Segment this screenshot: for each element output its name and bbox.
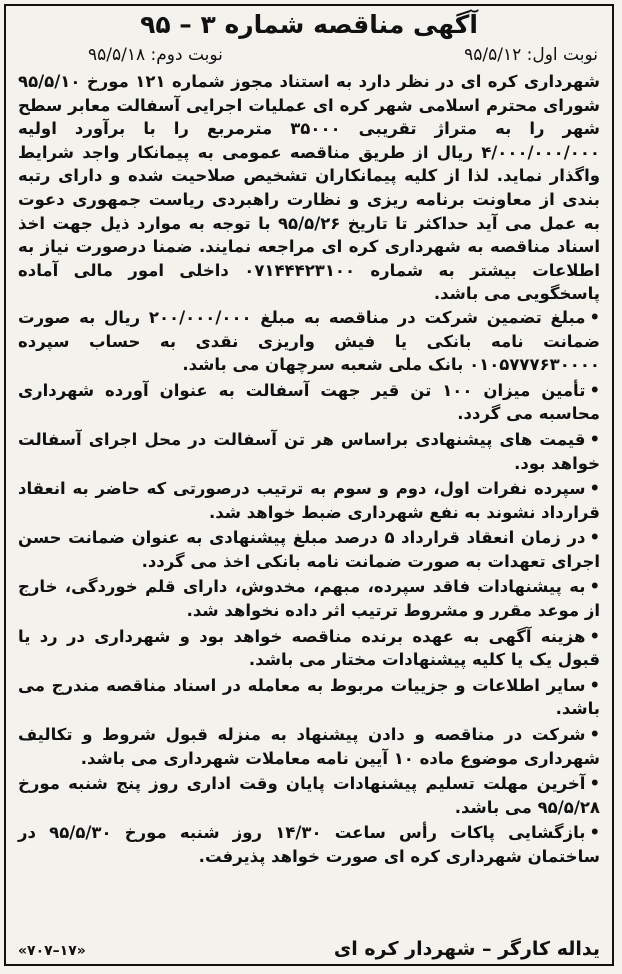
notice-footer	[18, 938, 600, 960]
tender-notice	[4, 4, 614, 966]
bullet-icon: •	[589, 380, 600, 400]
condition-item	[18, 379, 600, 426]
condition-text: در زمان انعقاد قرارداد ۵ درصد مبلغ پیشنهادی به عنوان ضمانت حسن اجرای تعهدات به صورت ضمانت نامه بانکی اخذ می گردد.	[18, 528, 600, 571]
bullet-icon: •	[589, 725, 600, 745]
condition-item	[18, 723, 600, 770]
bullet-icon: •	[589, 479, 600, 499]
bullet-icon: •	[589, 774, 600, 794]
notice-title: آگهی مناقصه شماره ۳ – ۹۵	[140, 10, 478, 39]
condition-item	[18, 575, 600, 622]
bullet-icon: •	[589, 528, 600, 548]
condition-text: به پیشنهادات فاقد سپرده، مبهم، مخدوش، دارای قلم خوردگی، خارج از موعد مقرر و مشروط ترتیب اثر داده نخواهد شد.	[18, 577, 600, 621]
condition-text: سایر اطلاعات و جزییات مربوط به معامله در اسناد مناقصه مندرج می باشد.	[18, 675, 600, 719]
bullet-icon: •	[589, 675, 600, 695]
condition-item	[18, 772, 600, 819]
condition-item	[18, 821, 600, 868]
conditions-list	[18, 306, 600, 869]
condition-text: قیمت های پیشنهادی براساس هر تن آسفالت در محل اجرای آسفالت خواهد بود.	[18, 429, 600, 473]
condition-item	[18, 477, 600, 524]
condition-item	[18, 674, 600, 721]
notice-intro: شهرداری کره ای در نظر دارد به استناد مجوز شماره ۱۲۱ مورخ ۹۵/۵/۱۰ شورای محترم اسلامی شهر کره ای عملیات اجرایی آسفالت معابر سطح شهر را به متراژ تقریبی ۳۵۰۰۰ مترمربع را با برآورد اولیه ۴/۰۰۰/۰۰۰/۰۰۰ ریال از طریق مناقصه عمومی به پیمانکار واجد شرایط واگذار نماید. لذا از کلیه پیمانکاران تشخیص صلاحیت شده و دارای رتبه بندی از معاونت برنامه ریزی و نظارت راهبردی ریاست جمهوری دعوت به عمل می آید حداکثر تا تاریخ ۹۵/۵/۲۶ با توجه به موارد ذیل جهت اخذ اسناد مناقصه به شهرداری کره ای مراجعه نمایند. ضمنا درصورت نیاز به اطلاعات بیشتر به شماره ۰۷۱۴۴۴۲۳۱۰۰ داخلی امور مالی آماده پاسخگویی می باشد.	[18, 72, 600, 304]
second-round-date: نوبت دوم: ۹۵/۵/۱۸	[88, 45, 223, 65]
bullet-icon: •	[589, 577, 600, 597]
condition-text: هزینه آگهی به عهده برنده مناقصه خواهد بود و شهرداری در رد یا قبول یک یا کلیه پیشنهادات مختار می باشد.	[18, 626, 600, 670]
first-round-date: نوبت اول: ۹۵/۵/۱۲	[464, 45, 598, 65]
condition-item	[18, 625, 600, 672]
condition-text: بازگشایی پاکات رأس ساعت ۱۴/۳۰ روز شنبه مورخ ۹۵/۵/۳۰ در ساختمان شهرداری کره ای صورت خواهد پذیرفت.	[18, 823, 600, 866]
condition-text: مبلغ تضمین شرکت در مناقصه به مبلغ ۲۰۰/۰۰۰/۰۰۰ ریال به صورت ضمانت نامه بانکی یا فیش واریزی نقدی به حساب سپرده ۰۱۰۵۷۷۷۶۳۰۰۰۰ بانک ملی شعبه سرچهان می باشد.	[18, 307, 600, 375]
reference-code: «۷۰۷–۱۷»	[18, 943, 86, 959]
bullet-icon: •	[589, 626, 600, 646]
condition-text: سپرده نفرات اول، دوم و سوم به ترتیب درصورتی که حاضر به انعقاد قرارداد نشوند به نفع شهرداری ضبط خواهد شد.	[18, 479, 600, 522]
bullet-icon: •	[589, 429, 600, 449]
condition-text: تأمین میزان ۱۰۰ تن قیر جهت آسفالت به عنوان آورده شهرداری محاسبه می گردد.	[18, 380, 600, 424]
bullet-icon: •	[589, 307, 600, 327]
bullet-icon: •	[589, 823, 601, 843]
condition-item	[18, 306, 600, 377]
condition-text: شرکت در مناقصه و دادن پیشنهاد به منزله قبول شروط و تکالیف شهرداری موضوع ماده ۱۰ آیین نامه معاملات شهرداری می باشد.	[18, 725, 600, 768]
mayor-signature: یداله کارگر – شهردار کره ای	[333, 938, 600, 960]
condition-item	[18, 428, 600, 475]
condition-item	[18, 526, 600, 573]
condition-text: آخرین مهلت تسلیم پیشنهادات پایان وقت اداری روز پنج شنبه مورخ ۹۵/۵/۲۸ می باشد.	[18, 774, 600, 817]
publication-dates	[18, 42, 600, 70]
